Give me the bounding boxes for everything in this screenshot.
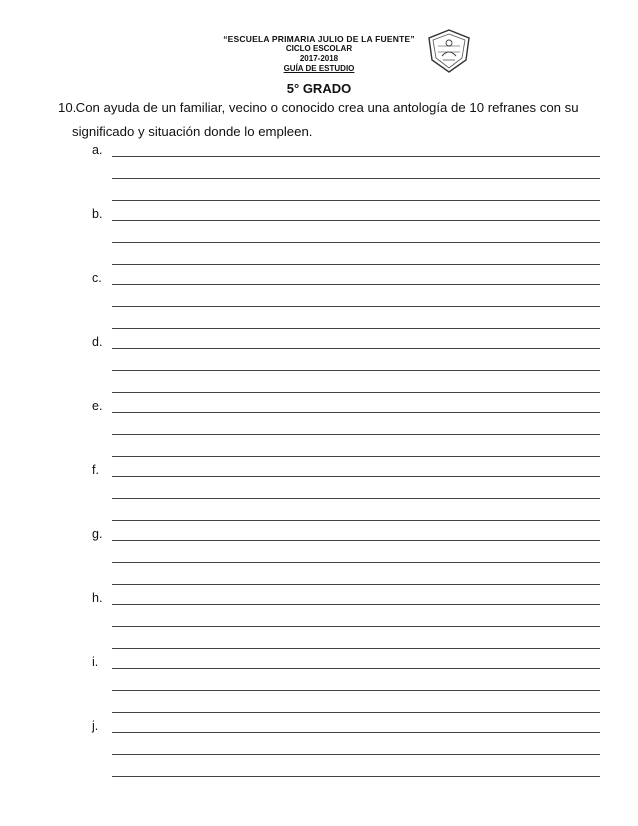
answer-line[interactable] <box>112 604 600 605</box>
answer-line[interactable] <box>112 690 600 691</box>
answer-line[interactable] <box>112 498 600 499</box>
answer-item-a <box>0 143 638 203</box>
answer-line[interactable] <box>112 348 600 349</box>
question-10 <box>58 96 618 144</box>
answer-item-f <box>0 463 638 523</box>
answer-item-b <box>0 207 638 267</box>
answer-line[interactable] <box>112 776 600 777</box>
answer-item-d <box>0 335 638 395</box>
item-letter: f. <box>92 463 99 477</box>
answer-line[interactable] <box>112 178 600 179</box>
answer-line[interactable] <box>112 540 600 541</box>
answer-line[interactable] <box>112 520 600 521</box>
answer-line[interactable] <box>112 584 600 585</box>
item-letter: c. <box>92 271 102 285</box>
question-number: 10. <box>58 100 77 115</box>
answer-item-i <box>0 655 638 715</box>
answer-line[interactable] <box>112 284 600 285</box>
item-letter: g. <box>92 527 103 541</box>
answer-line[interactable] <box>112 456 600 457</box>
item-letter: h. <box>92 591 103 605</box>
answer-line[interactable] <box>112 200 600 201</box>
question-text-line2: significado y situación donde lo empleen. <box>72 124 313 139</box>
item-letter: e. <box>92 399 103 413</box>
answer-line[interactable] <box>112 306 600 307</box>
grade-title: 5° GRADO <box>286 81 352 96</box>
cycle-years: 2017-2018 <box>299 54 339 63</box>
answer-item-g <box>0 527 638 587</box>
answer-line[interactable] <box>112 562 600 563</box>
answer-line[interactable] <box>112 370 600 371</box>
item-letter: i. <box>92 655 99 669</box>
cycle-label: CICLO ESCOLAR <box>285 44 353 53</box>
answer-line[interactable] <box>112 754 600 755</box>
item-letter: a. <box>92 143 103 157</box>
answer-line[interactable] <box>112 434 600 435</box>
answer-line[interactable] <box>112 392 600 393</box>
item-letter: j. <box>92 719 99 733</box>
answer-item-j <box>0 719 638 779</box>
answer-line[interactable] <box>112 712 600 713</box>
answer-line[interactable] <box>112 626 600 627</box>
school-crest-icon <box>426 28 472 74</box>
school-name: “ESCUELA PRIMARIA JULIO DE LA FUENTE” <box>223 34 415 44</box>
answer-line[interactable] <box>112 220 600 221</box>
answer-line[interactable] <box>112 264 600 265</box>
answer-line[interactable] <box>112 242 600 243</box>
answer-item-h <box>0 591 638 651</box>
answer-line[interactable] <box>112 156 600 157</box>
answer-line[interactable] <box>112 328 600 329</box>
document-header <box>0 34 638 74</box>
answer-line[interactable] <box>112 412 600 413</box>
item-letter: d. <box>92 335 103 349</box>
answer-item-e <box>0 399 638 459</box>
answer-line[interactable] <box>112 668 600 669</box>
guide-title: GUÍA DE ESTUDIO <box>283 64 355 73</box>
question-text-line1: Con ayuda de un familiar, vecino o conocido crea una antología de 10 refranes con su <box>75 100 579 115</box>
answer-line[interactable] <box>112 476 600 477</box>
answer-line[interactable] <box>112 732 600 733</box>
answer-line[interactable] <box>112 648 600 649</box>
answer-item-c <box>0 271 638 331</box>
item-letter: b. <box>92 207 103 221</box>
